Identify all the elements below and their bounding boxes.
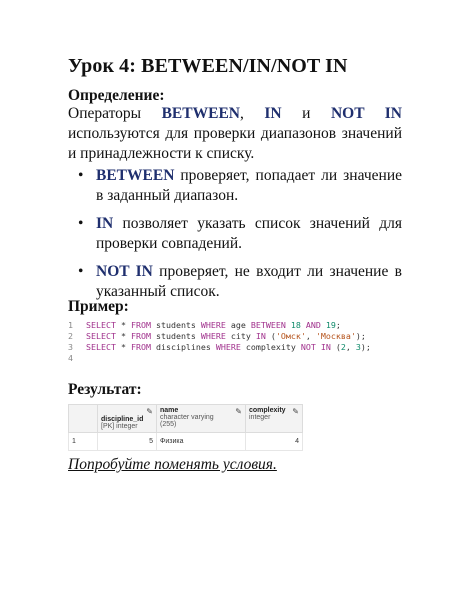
pencil-icon[interactable]: ✎: [292, 407, 299, 416]
code-token: 3: [355, 342, 361, 352]
code-line: [68, 353, 402, 364]
try-changing-conditions: Попробуйте поменять условия.: [68, 456, 277, 473]
definition-sep2: и: [281, 105, 331, 122]
code-token: WHERE: [200, 331, 226, 341]
code-token: AND: [305, 320, 321, 330]
code-token: ;: [335, 320, 341, 330]
code-token: );: [355, 331, 366, 341]
example-label: Пример:: [68, 298, 129, 315]
row-number: 1: [69, 433, 98, 451]
code-token: WHERE: [215, 342, 241, 352]
code-token: FROM: [130, 331, 151, 341]
code-token: *: [115, 342, 131, 352]
list-item-in: [78, 214, 402, 254]
code-token: IN: [255, 331, 266, 341]
list-item-between: [78, 166, 402, 206]
code-token: 'Омск': [275, 331, 306, 341]
list-item-not-in: [78, 262, 402, 302]
code-token: *: [115, 320, 131, 330]
code-line: [68, 331, 402, 342]
code-line: [68, 320, 402, 331]
rownum-header: [69, 405, 98, 433]
code-token: ,: [305, 331, 316, 341]
result-grid: [68, 404, 308, 451]
line-number: 2: [68, 331, 73, 341]
pencil-icon[interactable]: ✎: [146, 407, 153, 416]
column-header-name[interactable]: [157, 405, 246, 433]
bullet-text: проверяет, попадает ли значение в заданный диапазон.: [96, 167, 402, 204]
code-token: 'Москва': [315, 331, 356, 341]
code-token: students: [150, 320, 201, 330]
definition-intro-post: используются для проверки диапазонов значений и принадлежности к списку.: [68, 125, 402, 162]
cell-name[interactable]: Физика: [157, 433, 246, 451]
column-type: integer: [249, 414, 271, 421]
definition-text: [68, 104, 402, 164]
operator-list: [78, 166, 402, 302]
bullet-text: позволяет указать список значений для проверки совпадений.: [96, 215, 402, 252]
column-name: name: [160, 407, 179, 414]
code-token: SELECT: [86, 342, 116, 352]
code-token: students: [150, 331, 201, 341]
definition-sep1: ,: [239, 105, 265, 122]
code-token: WHERE: [200, 320, 226, 330]
definition-intro-pre: Операторы: [68, 105, 162, 122]
code-token: SELECT: [86, 331, 116, 341]
code-token: NOT IN: [300, 342, 331, 352]
bullet-keyword: BETWEEN: [96, 167, 175, 184]
table-header-row: [69, 405, 303, 433]
definition-label: Определение:: [68, 87, 165, 104]
bullet-keyword: IN: [96, 215, 114, 232]
line-number: 1: [68, 320, 73, 330]
code-token: FROM: [130, 320, 151, 330]
page-title: Урок 4: BETWEEN/IN/NOT IN: [68, 55, 348, 77]
code-token: 19: [325, 320, 336, 330]
cell-discipline-id[interactable]: 5: [98, 433, 157, 451]
code-token: SELECT: [86, 320, 116, 330]
column-name: complexity: [249, 407, 286, 414]
code-token: *: [115, 331, 131, 341]
code-token: city: [225, 331, 256, 341]
line-number: 3: [68, 342, 73, 352]
column-name: discipline_id: [101, 416, 144, 423]
line-number: 4: [68, 353, 73, 363]
bullet-keyword: NOT IN: [96, 263, 153, 280]
keyword-between: BETWEEN: [161, 105, 240, 122]
bullet-text: проверяет, не входит ли значение в указанный список.: [96, 263, 402, 300]
code-token: complexity: [240, 342, 301, 352]
table-row[interactable]: [69, 433, 303, 451]
code-token: (: [265, 331, 276, 341]
code-token: age: [225, 320, 251, 330]
pencil-icon[interactable]: ✎: [235, 407, 242, 416]
column-type: character varying (255): [160, 414, 214, 428]
keyword-in: IN: [264, 105, 282, 122]
column-type: [PK] integer: [101, 423, 138, 430]
code-token: (: [330, 342, 341, 352]
code-token: BETWEEN: [250, 320, 286, 330]
code-token: ,: [345, 342, 356, 352]
code-token: disciplines: [150, 342, 216, 352]
result-table: [68, 404, 303, 451]
column-header-complexity[interactable]: [246, 405, 303, 433]
column-header-discipline-id[interactable]: [98, 405, 157, 433]
code-token: FROM: [130, 342, 151, 352]
result-label: Результат:: [68, 381, 142, 398]
code-token: );: [360, 342, 371, 352]
keyword-not-in: NOT IN: [330, 105, 402, 122]
sql-code-block: [68, 320, 402, 372]
code-token: 18: [290, 320, 301, 330]
code-line: [68, 342, 402, 353]
code-token: 2: [340, 342, 346, 352]
cell-complexity[interactable]: 4: [246, 433, 303, 451]
